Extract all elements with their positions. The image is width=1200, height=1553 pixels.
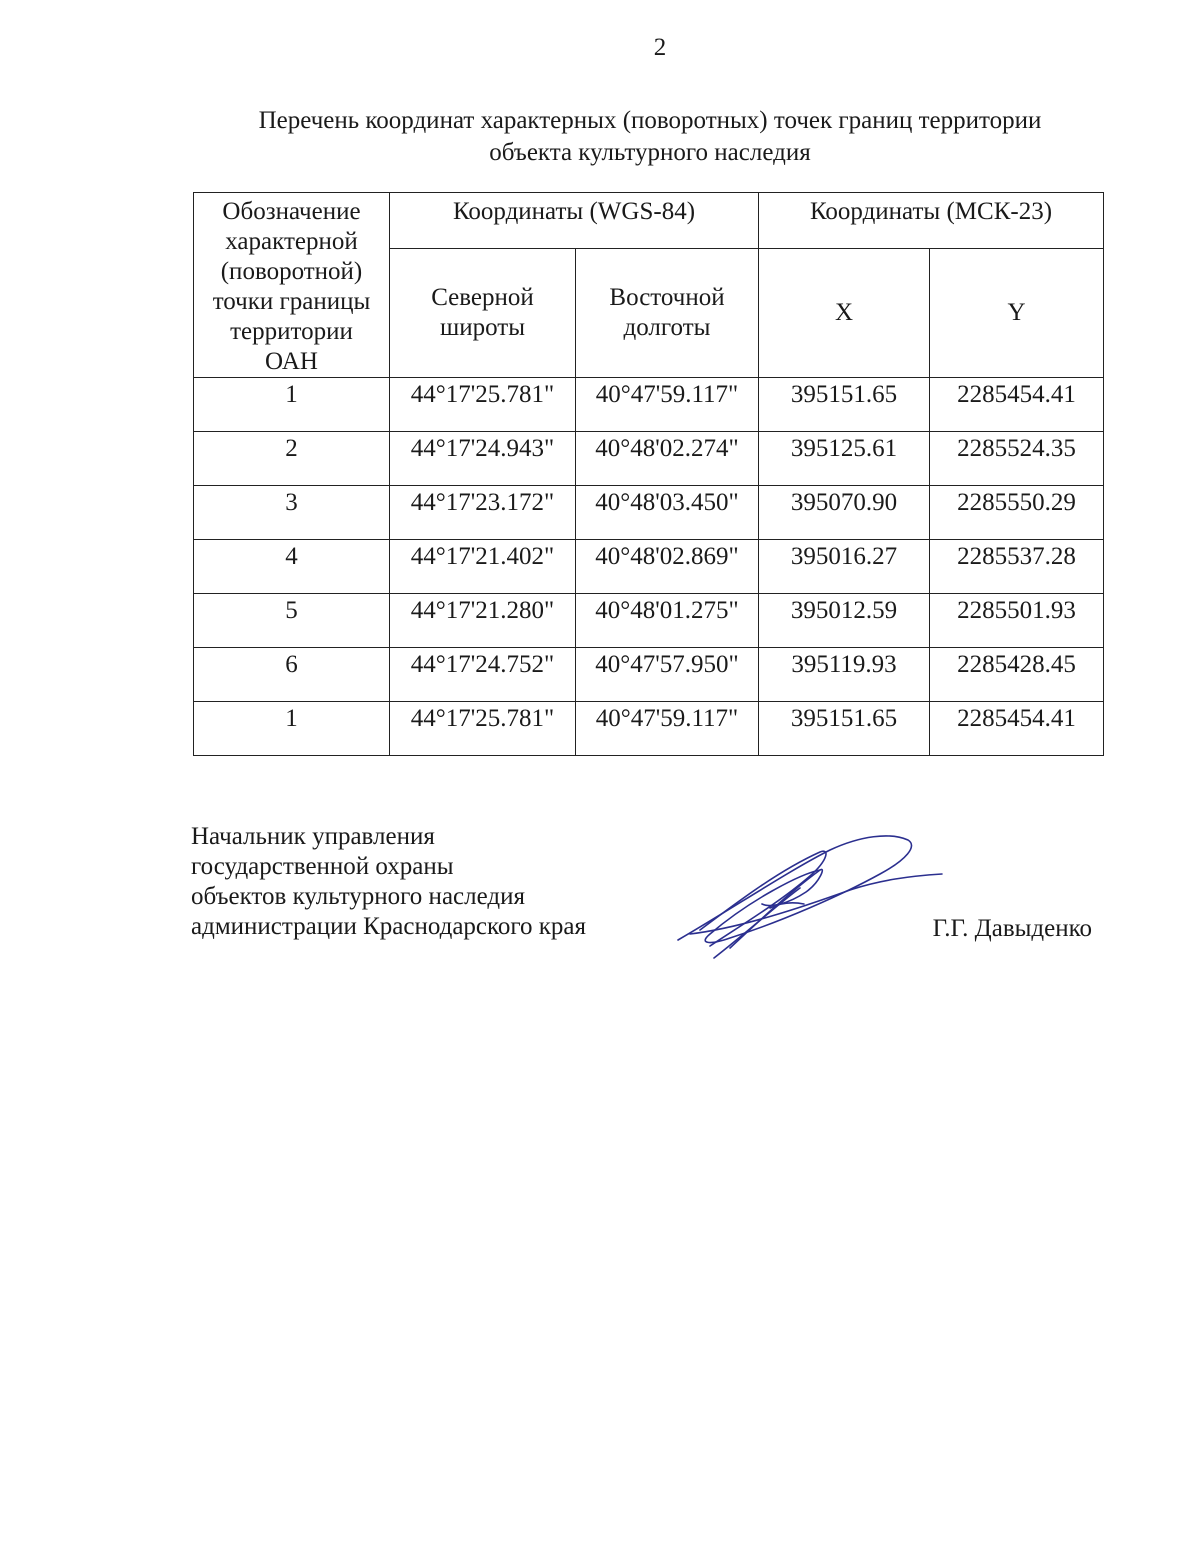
north-header-line: Северной <box>431 283 534 311</box>
east-header-line: Восточной <box>609 283 725 311</box>
point-cell: 1 <box>194 702 390 756</box>
x-cell: 395016.27 <box>759 540 930 594</box>
latitude-cell: 44°17'25.781" <box>390 378 576 432</box>
x-cell: 395151.65 <box>759 378 930 432</box>
x-cell: 395070.90 <box>759 486 930 540</box>
table-row <box>194 594 1104 648</box>
wgs84-header: Координаты (WGS-84) <box>390 193 759 249</box>
point-cell: 5 <box>194 594 390 648</box>
y-cell: 2285454.41 <box>930 702 1104 756</box>
longitude-cell: 40°48'02.274" <box>576 432 759 486</box>
latitude-cell: 44°17'24.943" <box>390 432 576 486</box>
y-cell: 2285524.35 <box>930 432 1104 486</box>
latitude-cell: 44°17'21.280" <box>390 594 576 648</box>
longitude-cell: 40°47'59.117" <box>576 378 759 432</box>
msk23-header: Координаты (МСК-23) <box>759 193 1104 249</box>
position-line: Начальник управления <box>191 823 435 850</box>
x-cell: 395119.93 <box>759 648 930 702</box>
point-cell: 3 <box>194 486 390 540</box>
y-cell: 2285501.93 <box>930 594 1104 648</box>
signer-name: Г.Г. Давыденко <box>932 915 1092 942</box>
table-row <box>194 540 1104 594</box>
latitude-cell: 44°17'25.781" <box>390 702 576 756</box>
x-cell: 395125.61 <box>759 432 930 486</box>
designation-header-line: Обозначение <box>222 198 361 225</box>
longitude-cell: 40°47'57.950" <box>576 648 759 702</box>
east-header-line: долготы <box>623 313 711 341</box>
table-row <box>194 648 1104 702</box>
designation-header-line: территории <box>230 318 353 345</box>
point-cell: 2 <box>194 432 390 486</box>
point-cell: 4 <box>194 540 390 594</box>
table-header-row <box>194 193 1104 249</box>
longitude-cell: 40°48'01.275" <box>576 594 759 648</box>
handwritten-signature <box>670 830 950 965</box>
y-header: Y <box>930 248 1104 377</box>
document-title <box>190 105 1110 169</box>
table-row <box>194 378 1104 432</box>
designation-header-line: (поворотной) <box>220 258 363 285</box>
y-cell: 2285537.28 <box>930 540 1104 594</box>
latitude-cell: 44°17'24.752" <box>390 648 576 702</box>
coordinates-table <box>193 192 1104 756</box>
latitude-cell: 44°17'21.402" <box>390 540 576 594</box>
y-cell: 2285428.45 <box>930 648 1104 702</box>
longitude-cell: 40°47'59.117" <box>576 702 759 756</box>
designation-header-line: ОАН <box>265 348 318 375</box>
north-header-line: широты <box>439 313 526 341</box>
signatory-position <box>191 822 586 942</box>
designation-header <box>194 193 390 378</box>
x-header: X <box>759 248 930 377</box>
longitude-cell: 40°48'02.869" <box>576 540 759 594</box>
position-line: государственной охраны <box>191 853 454 880</box>
document-title-line-1: Перечень координат характерных (поворотных) точек границ территории <box>258 107 1042 134</box>
point-cell: 1 <box>194 378 390 432</box>
north-latitude-header <box>390 248 576 377</box>
position-line: объектов культурного наследия <box>191 883 525 910</box>
point-cell: 6 <box>194 648 390 702</box>
x-cell: 395151.65 <box>759 702 930 756</box>
designation-header-line: характерной <box>225 228 358 255</box>
table-row <box>194 432 1104 486</box>
table-row <box>194 486 1104 540</box>
longitude-cell: 40°48'03.450" <box>576 486 759 540</box>
latitude-cell: 44°17'23.172" <box>390 486 576 540</box>
page-number: 2 <box>653 34 667 61</box>
document-title-line-2: объекта культурного наследия <box>489 139 811 166</box>
x-cell: 395012.59 <box>759 594 930 648</box>
table-row <box>194 702 1104 756</box>
east-longitude-header <box>576 248 759 377</box>
y-cell: 2285550.29 <box>930 486 1104 540</box>
position-line: администрации Краснодарского края <box>191 913 587 940</box>
designation-header-line: точки границы <box>212 288 371 315</box>
y-cell: 2285454.41 <box>930 378 1104 432</box>
